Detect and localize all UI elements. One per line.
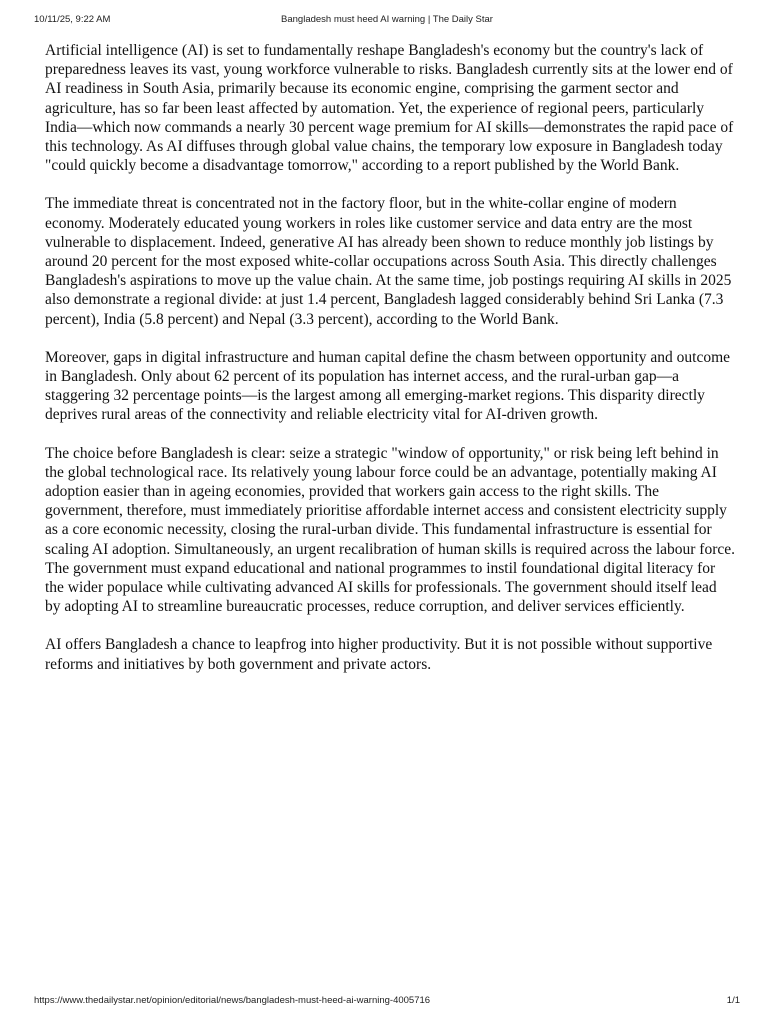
article-body [45,41,735,693]
article-paragraph: AI offers Bangladesh a chance to leapfrog into higher productivity. But it is not possible without supportive reforms and initiatives by both government and private actors. [45,636,713,673]
article-paragraph: Artificial intelligence (AI) is set to fundamentally reshape Bangladesh's economy but the country's lack of preparedness leaves its vast, young workforce vulnerable to risks. Bangladesh currently sits at the lower end of AI readiness in South Asia, primarily because its economic engine, comprising the garment sector and agriculture, has so far been least affected by automation. Yet, the experience of regional peers, particularly India—which now commands a nearly 30 percent wage premium for AI skills—demonstrates the rapid pace of this technology. As AI diffuses through global value chains, the temporary low exposure in Bangladesh today "could quickly become a disadvantage tomorrow," according to a report published by the World Bank. [45,42,734,175]
print-footer [34,995,740,1009]
article-paragraph: Moreover, gaps in digital infrastructure and human capital define the chasm between opportunity and outcome in Bangladesh. Only about 62 percent of its population has internet access, and the rural-urban gap—a staggering 32 percentage points—is the largest among all emerging-market regions. This disparity directly deprives rural areas of the connectivity and reliable electricity vital for AI-driven growth. [45,348,731,424]
page-number: 1/1 [726,995,740,1006]
page-url: https://www.thedailystar.net/opinion/editorial/news/bangladesh-must-heed-ai-warning-4005716 [34,995,431,1006]
print-page-title: Bangladesh must heed AI warning | The Daily Star [281,14,493,25]
print-header [34,14,740,28]
article-paragraph: The immediate threat is concentrated not in the factory floor, but in the white-collar engine of modern economy. Moderately educated young workers in roles like customer service and data entry are the most vulnerable to displacement. Indeed, generative AI has already been shown to reduce monthly job listings by around 20 percent for the most exposed white-collar occupations across South Asia. This directly challenges Bangladesh's aspirations to move up the value chain. At the same time, job postings requiring AI skills in 2025 also demonstrate a regional divide: at just 1.4 percent, Bangladesh lagged considerably behind Sri Lanka (7.3 percent), India (5.8 percent) and Nepal (3.3 percent), according to the World Bank. [45,195,732,328]
print-datetime: 10/11/25, 9:22 AM [34,14,111,25]
article-paragraph: The choice before Bangladesh is clear: seize a strategic "window of opportunity," or risk being left behind in the global technological race. Its relatively young labour force could be an advantage, potentially making AI adoption easier than in ageing economies, provided that workers gain access to the right skills. The government, therefore, must immediately prioritise affordable internet access and consistent electricity supply as a core economic necessity, closing the rural-urban divide. This fundamental infrastructure is essential for scaling AI adoption. Simultaneously, an urgent recalibration of human skills is required across the labour force. The government must expand educational and national programmes to instil foundational digital literacy for the wider populace while cultivating advanced AI skills for professionals. The government should itself lead by adopting AI to streamline bureaucratic processes, reduce corruption, and deliver services efficiently. [45,444,736,616]
